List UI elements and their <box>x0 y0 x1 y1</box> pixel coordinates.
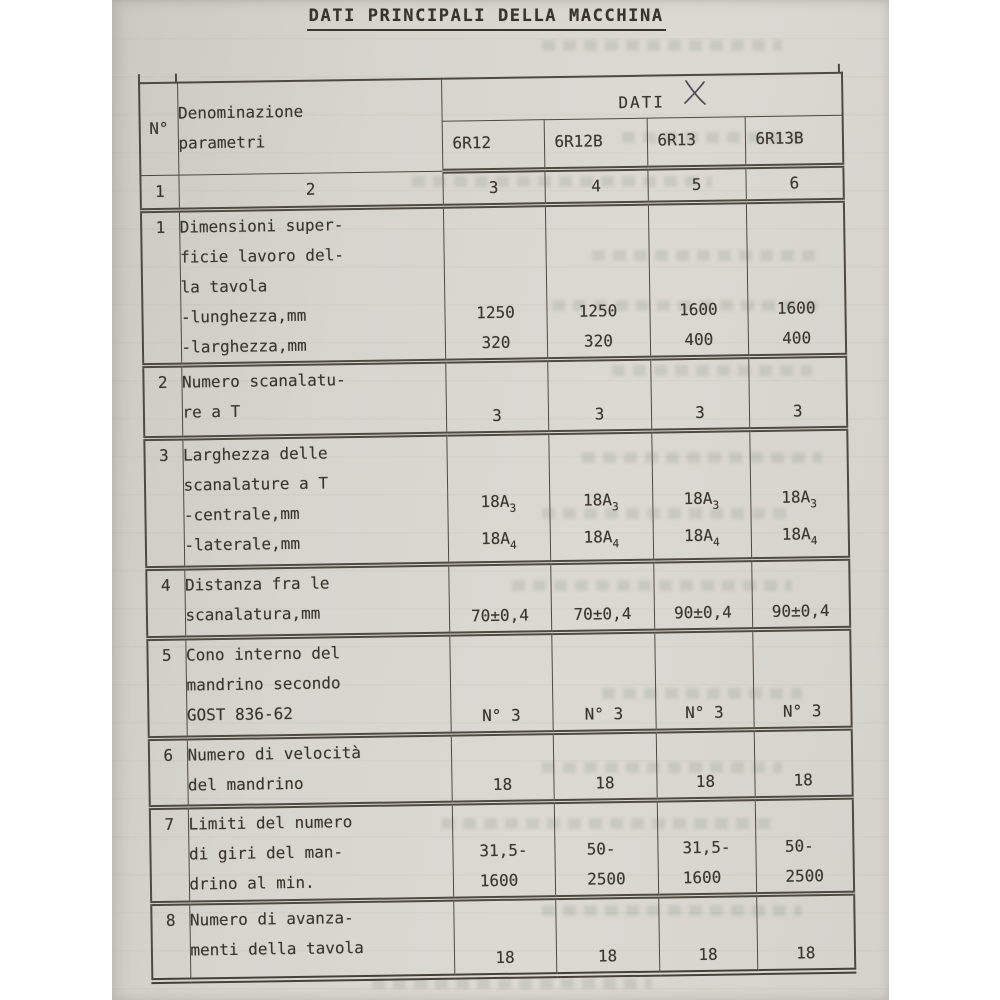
value-cell: $18A_3$ $18A_4$ <box>749 428 849 559</box>
param-cell: Distanza fra le scanalatura,mm <box>184 564 449 638</box>
table-row <box>150 797 854 903</box>
table-row <box>147 628 851 738</box>
header-cell-dati: DATI <box>441 73 843 121</box>
param-cell: Numero scanalatu- re a T <box>181 361 446 438</box>
value-cell: N° 3 <box>551 631 655 733</box>
value-cell: N° 3 <box>752 628 852 729</box>
table-row <box>149 728 853 807</box>
table-row <box>141 200 846 365</box>
row-number: 2 <box>143 365 182 439</box>
value-cell: N° 3 <box>449 632 552 734</box>
value-cell: N° 3 <box>654 629 753 730</box>
value-cell: 18 <box>658 894 757 973</box>
table-row <box>143 355 847 438</box>
value-cell: 3 <box>547 358 651 433</box>
param-cell: Cono interno del mandrino secondo GOST 836-62 <box>185 634 450 738</box>
row-number: 5 <box>147 638 186 739</box>
value-cell: 1250 320 <box>443 204 547 360</box>
header-param-line: parametri <box>178 132 266 153</box>
value-cell: 18 <box>451 732 554 803</box>
value-cell: 18 <box>656 729 755 799</box>
value-cell: 90±0,4 <box>751 558 850 629</box>
value-cell: 70±0,4 <box>448 562 551 634</box>
header-cell-no: N° <box>139 83 178 176</box>
table-border-tick <box>838 64 840 73</box>
param-cell: Numero di velocità del mandrino <box>187 734 452 807</box>
value-cell: 90±0,4 <box>653 559 752 630</box>
machine-data-table <box>138 72 856 984</box>
header-param-line: Denominazione <box>177 102 304 123</box>
table-row <box>144 428 849 568</box>
param-cell: Limiti del numero di giri del man- drino al min. <box>188 803 453 903</box>
index-cell: 6 <box>745 165 844 201</box>
header-cell-model: 6R12 <box>442 119 545 171</box>
value-cell: 18 <box>754 728 853 798</box>
row-number: 3 <box>144 438 184 569</box>
row-number: 6 <box>149 738 188 808</box>
value-cell: 18 <box>555 896 659 976</box>
page-title: DATI PRINCIPALI DELLA MACCHINA <box>307 6 666 31</box>
value-cell: 18 <box>453 897 556 977</box>
row-number: 8 <box>151 903 190 982</box>
value-cell: 3 <box>445 359 548 434</box>
value-cell: 1600 400 <box>746 200 846 356</box>
value-cell: 50- 2500 <box>554 800 658 898</box>
index-cell: 4 <box>544 168 648 205</box>
value-cell: 31,5- 1600 <box>452 801 555 899</box>
index-cell: 2 <box>178 171 442 210</box>
value-cell: $18A_3$ $18A_4$ <box>548 431 653 563</box>
header-cell-model: 6R13 <box>647 116 746 167</box>
header-cell-param <box>177 79 442 175</box>
bleed-through-smudge <box>542 40 782 51</box>
header-cell-model: 6R13B <box>745 115 844 166</box>
paper <box>112 0 889 1000</box>
param-cell: Numero di avanza- menti della tavola <box>189 899 454 981</box>
table-border-tick <box>138 74 140 83</box>
value-cell: $18A_3$ $18A_4$ <box>651 429 751 560</box>
row-number: 1 <box>141 210 181 366</box>
value-cell: 31,5- 1600 <box>657 798 756 895</box>
index-cell: 1 <box>140 175 179 211</box>
table-row <box>146 558 850 638</box>
value-cell: 3 <box>650 356 749 430</box>
value-cell: 1600 400 <box>648 201 748 357</box>
param-cell: Larghezza delle scanalature a T -centrale,mm -laterale,mm <box>182 434 448 568</box>
index-cell: 3 <box>442 169 545 206</box>
index-cell: 5 <box>647 166 746 202</box>
value-cell: $18A_3$ $18A_4$ <box>446 432 550 563</box>
row-number: 4 <box>146 568 185 639</box>
data-table-wrapper <box>138 72 854 984</box>
row-number: 7 <box>150 807 189 904</box>
table-row <box>151 893 855 981</box>
value-cell: 3 <box>748 355 847 429</box>
param-cell: Dimensioni super- ficie lavoro del- la tavola -lunghezza,mm -larghezza,mm <box>179 206 445 365</box>
value-cell: 50- 2500 <box>755 797 854 894</box>
header-cell-model: 6R12B <box>544 118 648 170</box>
table-border-tick <box>175 74 177 83</box>
value-cell: 1250 320 <box>545 203 650 360</box>
value-cell: 70±0,4 <box>550 561 654 633</box>
value-cell: 18 <box>553 731 657 802</box>
value-cell: 18 <box>756 893 855 972</box>
